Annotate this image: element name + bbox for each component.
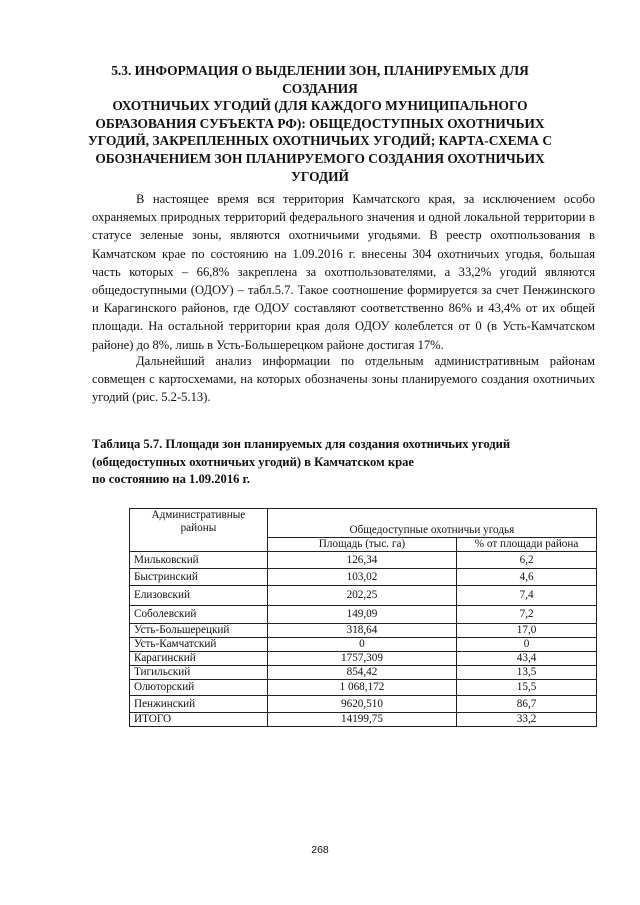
district-cell: Пенжинский bbox=[130, 696, 268, 713]
district-cell: Усть-Большерецкий bbox=[130, 624, 268, 638]
hunting-areas-table bbox=[129, 508, 597, 727]
percent-cell: 13,5 bbox=[457, 666, 597, 680]
area-cell: 318,64 bbox=[267, 624, 456, 638]
header-area: Площадь (тыс. га) bbox=[267, 538, 456, 552]
district-cell: Елизовский bbox=[130, 586, 268, 606]
table-row bbox=[130, 586, 597, 606]
area-cell: 202,25 bbox=[267, 586, 456, 606]
percent-cell: 0 bbox=[457, 638, 597, 652]
area-cell: 149,09 bbox=[267, 606, 456, 624]
table-row bbox=[130, 569, 597, 586]
area-cell: 103,02 bbox=[267, 569, 456, 586]
percent-cell: 43,4 bbox=[457, 652, 597, 666]
table-row bbox=[130, 696, 597, 713]
heading-line: 5.3. ИНФОРМАЦИЯ О ВЫДЕЛЕНИИ ЗОН, ПЛАНИРУЕМЫХ ДЛЯ СОЗДАНИЯ bbox=[111, 63, 529, 96]
table-row bbox=[130, 624, 597, 638]
table-row bbox=[130, 680, 597, 696]
total-label: ИТОГО bbox=[130, 713, 268, 727]
paragraph-analysis: Дальнейший анализ информации по отдельным административным районам совмещен с картосхемами, на которых обозначены зоны планируемого создания охотничьих угодий (рис. 5.2-5.13). bbox=[92, 354, 595, 405]
heading-line: ОХОТНИЧЬИХ УГОДИЙ (ДЛЯ КАЖДОГО МУНИЦИПАЛЬНОГО bbox=[112, 98, 528, 114]
district-cell: Карагинский bbox=[130, 652, 268, 666]
heading-line: УГОДИЙ bbox=[291, 168, 349, 184]
heading-line: ОБОЗНАЧЕНИЕМ ЗОН ПЛАНИРУЕМОГО СОЗДАНИЯ ОХОТНИЧЬИХ bbox=[95, 150, 545, 166]
heading-line: УГОДИЙ, ЗАКРЕПЛЕННЫХ ОХОТНИЧЬИХ УГОДИЙ; КАРТА-СХЕМА С bbox=[87, 133, 552, 149]
table-caption bbox=[92, 436, 595, 489]
area-cell: 126,34 bbox=[267, 552, 456, 569]
area-cell: 0 bbox=[267, 638, 456, 652]
total-area: 14199,75 bbox=[267, 713, 456, 727]
table-row bbox=[130, 552, 597, 569]
table-row bbox=[130, 666, 597, 680]
area-cell: 854,42 bbox=[267, 666, 456, 680]
percent-cell: 4,6 bbox=[457, 569, 597, 586]
header-public-grounds: Общедоступные охотничьи угодья bbox=[267, 509, 596, 538]
caption-line: (общедоступных охотничьих угодий) в Камчатском крае bbox=[92, 454, 414, 469]
caption-line: Таблица 5.7. Площади зон планируемых для создания охотничьих угодий bbox=[92, 437, 511, 451]
paragraph-territory: В настоящее время вся территория Камчатского края, за исключением особо охраняемых природных территорий федерального значения и одной локальной территории в статусе зеленые зоны, являются охотничьими угодьями. В реестр охотпользования в Камчатском крае по состоянию на 1.09.2016 г. внесены 304 охотничьих угодья, большая часть которых – 66,8% закреплена за охотпользователями, а 33,2% угодий являются общедоступными (ОДОУ) – табл.5.7. Такое соотношение формируется за счет Пенжинского и Карагинского районов, где ОДОУ составляют соответственно 86% и 43,4% от их общей площади. На остальной территории края доля ОДОУ колеблется от 0 (в Усть-Камчатском районе) до 8%, лишь в Усть-Большерецком районе достигая 17%. bbox=[92, 192, 595, 352]
percent-cell: 7,2 bbox=[457, 606, 597, 624]
table-row bbox=[130, 606, 597, 624]
table-total-row bbox=[130, 713, 597, 727]
header-percent: % от площади района bbox=[457, 538, 597, 552]
total-percent: 33,2 bbox=[457, 713, 597, 727]
district-cell: Мильковский bbox=[130, 552, 268, 569]
district-cell: Быстринский bbox=[130, 569, 268, 586]
area-cell: 1757,309 bbox=[267, 652, 456, 666]
table-row bbox=[130, 638, 597, 652]
district-cell: Соболевский bbox=[130, 606, 268, 624]
header-admin-districts: Административные районы bbox=[130, 509, 268, 552]
heading-line: ОБРАЗОВАНИЯ СУБЪЕКТА РФ): ОБЩЕДОСТУПНЫХ ОХОТНИЧЬИХ bbox=[95, 115, 545, 131]
district-cell: Олюторский bbox=[130, 680, 268, 696]
percent-cell: 17,0 bbox=[457, 624, 597, 638]
area-cell: 1 068,172 bbox=[267, 680, 456, 696]
table-row bbox=[130, 652, 597, 666]
area-cell: 9620,510 bbox=[267, 696, 456, 713]
caption-line: по состоянию на 1.09.2016 г. bbox=[92, 472, 251, 487]
page-number: 268 bbox=[311, 844, 329, 856]
percent-cell: 86,7 bbox=[457, 696, 597, 713]
percent-cell: 7,4 bbox=[457, 586, 597, 606]
percent-cell: 15,5 bbox=[457, 680, 597, 696]
district-cell: Тигильский bbox=[130, 666, 268, 680]
percent-cell: 6,2 bbox=[457, 552, 597, 569]
district-cell: Усть-Камчатский bbox=[130, 638, 268, 652]
section-heading bbox=[80, 62, 560, 185]
